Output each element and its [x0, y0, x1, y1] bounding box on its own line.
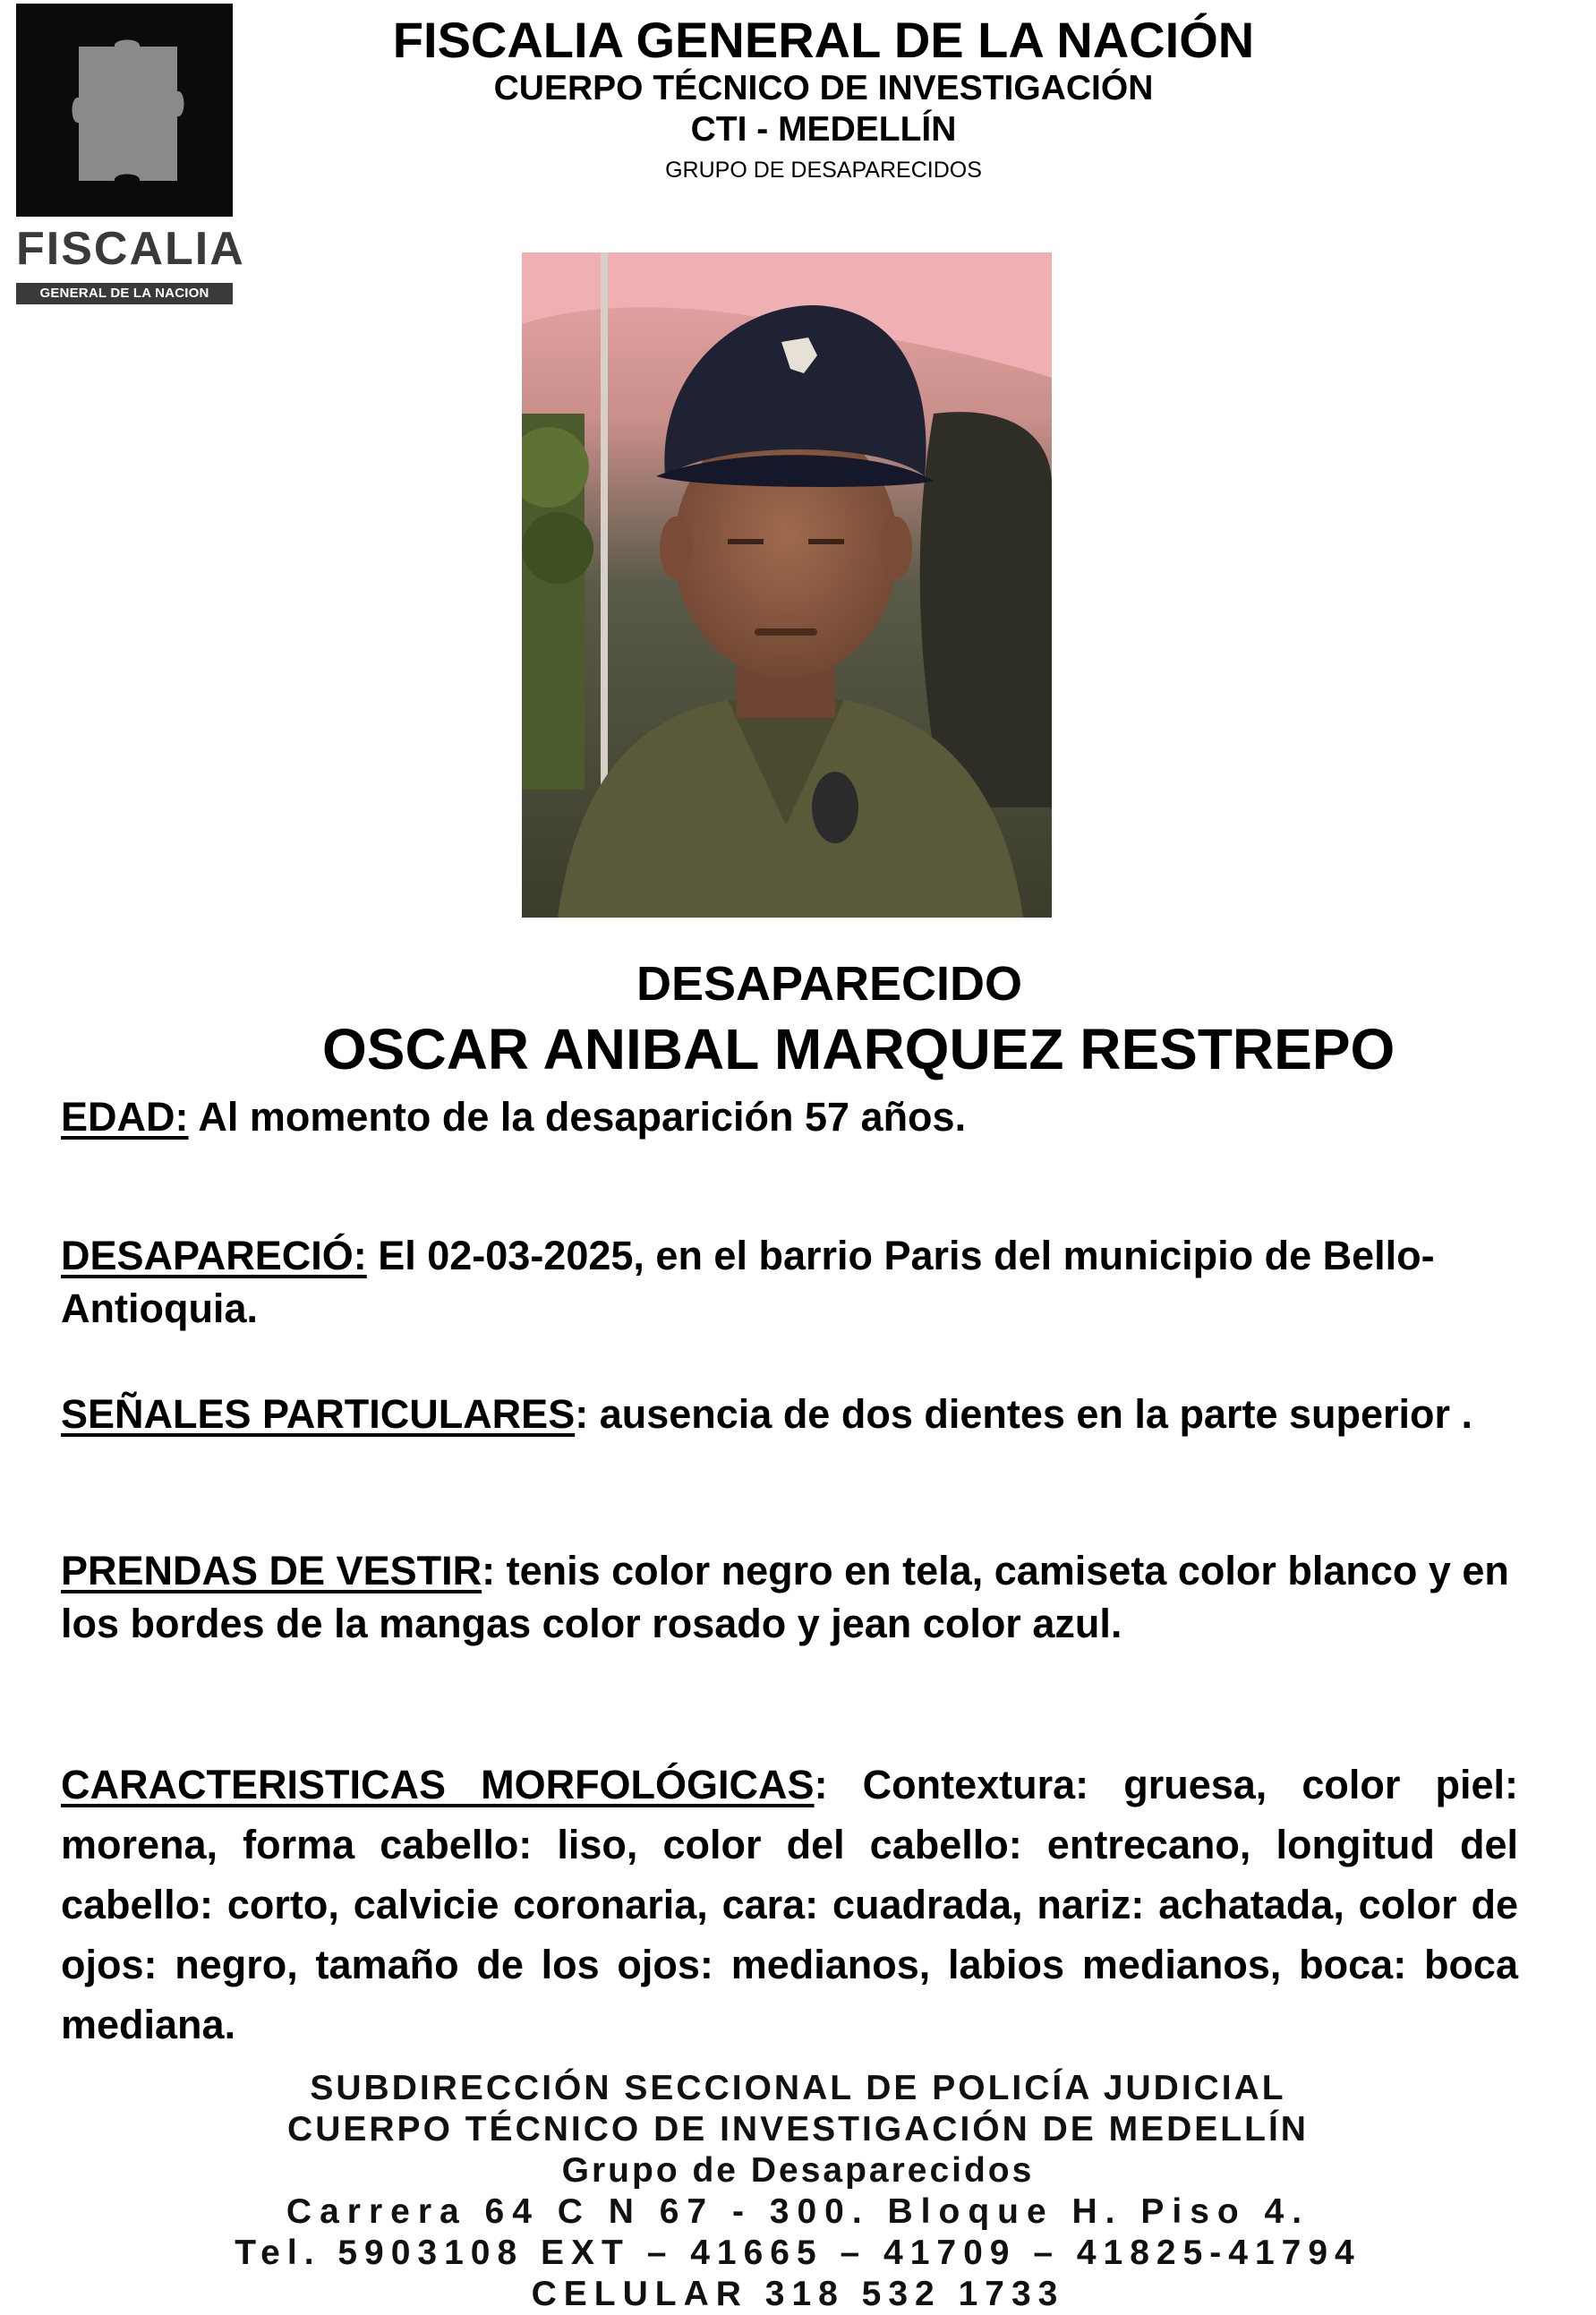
clothes-text: : tenis color negro en tela, camiseta color blanco y en los bordes de la mangas color rosado y jean color azul. — [61, 1548, 1509, 1646]
status-heading: DESAPARECIDO — [636, 957, 1023, 1011]
footer-line-subdireccion: SUBDIRECCIÓN SECCIONAL DE POLICÍA JUDICIAL — [310, 2069, 1286, 2107]
disappeared-paragraph — [61, 1229, 1518, 1335]
puzzle-piece-icon — [61, 38, 195, 190]
logo-emblem — [16, 4, 233, 217]
footer-line-phone: Tel. 5903108 EXT – 41665 – 41709 – 41825-41794 — [235, 2234, 1361, 2272]
footer-line-address: Carrera 64 C N 67 - 300. Bloque H. Piso 4. — [286, 2192, 1310, 2231]
header-title: FISCALIA GENERAL DE LA NACIÓN — [392, 12, 1255, 68]
disappeared-text: El 02-03-2025, en el barrio Paris del municipio de Bello- Antioquia. — [61, 1233, 1435, 1331]
header-city: CTI - MEDELLÍN — [690, 110, 957, 149]
footer-contact — [0, 2068, 1596, 2315]
morphology-text: : Contextura: gruesa, color piel: morena, forma cabello: liso, color del cabello: entrecano, longitud del cabello: corto, calvicie coronaria, cara: cuadrada, nariz: achatada, color de ojos: negro, tamaño de los ojos: medianos, labios medianos, boca: boca mediana. — [61, 1762, 1518, 2047]
age-label: EDAD: — [61, 1094, 189, 1140]
footer-line-mobile: CELULAR 318 532 1733 — [531, 2275, 1065, 2313]
header-group: GRUPO DE DESAPARECIDOS — [665, 158, 982, 183]
disappeared-label: DESAPARECIÓ: — [61, 1233, 367, 1278]
footer-line-cti: CUERPO TÉCNICO DE INVESTIGACIÓN DE MEDELLÍN — [287, 2110, 1309, 2148]
photo-illustration — [522, 252, 1052, 918]
footer-line-group: Grupo de Desaparecidos — [561, 2151, 1035, 2190]
header-subtitle: CUERPO TÉCNICO DE INVESTIGACIÓN — [493, 69, 1154, 107]
marks-paragraph — [61, 1388, 1518, 1440]
age-text: Al momento de la desaparición 57 años. — [188, 1094, 967, 1140]
document-header — [269, 13, 1378, 184]
morphology-label: CARACTERISTICAS MORFOLÓGICAS — [61, 1762, 815, 1807]
marks-text: : ausencia de dos dientes en la parte superior . — [575, 1391, 1473, 1437]
clothes-label: PRENDAS DE VESTIR — [61, 1548, 482, 1593]
person-name: OSCAR ANIBAL MARQUEZ RESTREPO — [322, 1017, 1395, 1081]
clothes-paragraph — [61, 1544, 1518, 1650]
logo-subtitle: GENERAL DE LA NACION — [16, 283, 233, 304]
person-photo — [522, 252, 1052, 918]
marks-label: SEÑALES PARTICULARES — [61, 1391, 576, 1437]
morphology-paragraph — [61, 1755, 1518, 2054]
logo-wordmark: FISCALIA — [16, 223, 245, 275]
fiscalia-logo — [16, 4, 245, 304]
age-paragraph — [61, 1090, 1518, 1143]
